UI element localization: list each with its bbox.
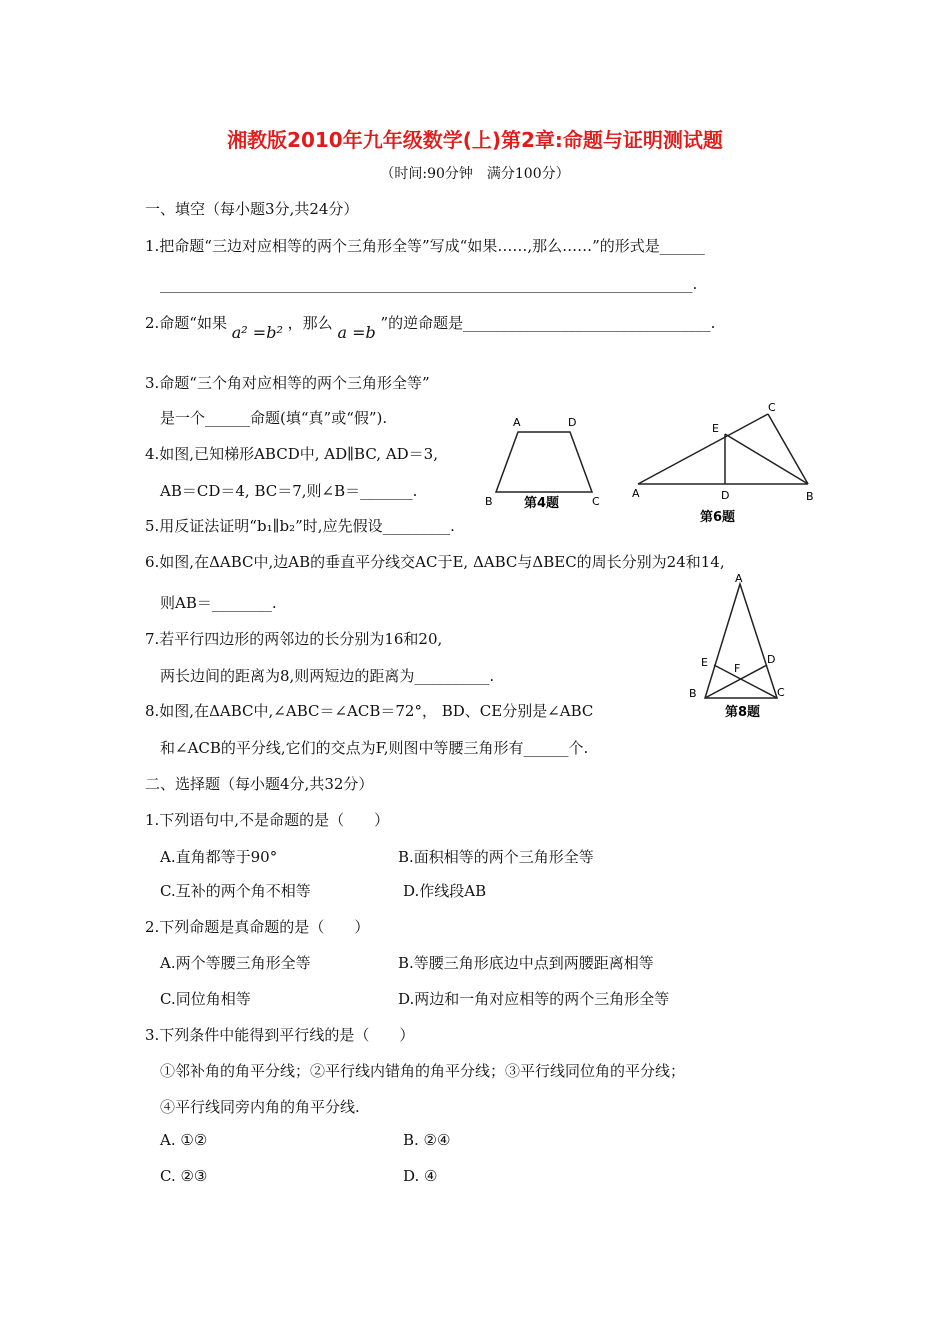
q3-line2: 是一个______命题(填“真”或“假”). bbox=[160, 409, 388, 427]
q4-line1: 4.如图,已知梯形ABCD中, AD∥BC, AD＝3, bbox=[145, 445, 438, 463]
mc-q2-option-a: A.两个等腰三角形全等 bbox=[160, 954, 311, 972]
fig4-label-d: D bbox=[568, 416, 577, 429]
fig8-label-d: D bbox=[767, 653, 776, 666]
q2-equation-1: a² =b² bbox=[231, 323, 283, 342]
mc-q2-option-d: D.两边和一角对应相等的两个三角形全等 bbox=[398, 990, 670, 1008]
mc-q3-option-b: B. ②④ bbox=[403, 1131, 451, 1149]
section1-heading: 一、填空（每小题3分,共24分） bbox=[145, 200, 359, 218]
fig6-label-c: C bbox=[768, 401, 776, 414]
q8-line2: 和∠ACB的平分线,它们的交点为F,则图中等腰三角形有______个. bbox=[160, 739, 589, 757]
figure-4-trapezoid bbox=[480, 410, 610, 515]
q6-line1: 6.如图,在ΔABC中,边AB的垂直平分线交AC于E, ΔABC与ΔBEC的周长分别为24和14, bbox=[145, 553, 725, 571]
fig6-label-a: A bbox=[632, 487, 640, 500]
page-subtitle: （时间:90分钟 满分100分） bbox=[380, 166, 570, 182]
mc-q1: 1.下列语句中,不是命题的是（ ） bbox=[145, 811, 390, 829]
fig4-label-a: A bbox=[513, 416, 521, 429]
mc-q3-option-a: A. ①② bbox=[160, 1131, 208, 1149]
q2-equation-2: a =b bbox=[337, 323, 376, 342]
q2-line bbox=[145, 312, 716, 342]
q7-line1: 7.若平行四边形的两邻边的长分别为16和20, bbox=[145, 630, 443, 648]
mc-q3: 3.下列条件中能得到平行线的是（ ） bbox=[145, 1026, 415, 1044]
fig6-caption: 第6题 bbox=[700, 510, 736, 525]
fig8-caption: 第8题 bbox=[725, 705, 761, 720]
fig4-label-c: C bbox=[592, 495, 600, 508]
q1-line2: _______________________________________________________________________. bbox=[160, 275, 698, 293]
fig6-label-e: E bbox=[712, 422, 719, 435]
page-title: 湘教版2010年九年级数学(上)第2章:命题与证明测试题 bbox=[227, 128, 723, 152]
q2-suffix: ”的逆命题是_________________________________. bbox=[380, 314, 716, 332]
q5: 5.用反证法证明“b₁∥b₂”时,应先假设_________. bbox=[145, 517, 455, 535]
fig4-label-b: B bbox=[485, 495, 493, 508]
fig6-label-b: B bbox=[806, 490, 814, 503]
mc-q1-option-c: C.互补的两个角不相等 bbox=[160, 882, 311, 900]
q4-line2: AB＝CD＝4, BC＝7,则∠B＝_______. bbox=[160, 482, 418, 500]
mc-q3-option-d: D. ④ bbox=[403, 1167, 438, 1185]
fig6-label-d: D bbox=[721, 489, 730, 502]
q6-line2: 则AB＝________. bbox=[160, 594, 277, 612]
mc-q3-options-line2: ④平行线同旁内角的角平分线. bbox=[160, 1098, 360, 1116]
q2-mid: ，那么 bbox=[287, 314, 333, 332]
q2-prefix: 2.命题“如果 bbox=[145, 314, 227, 332]
mc-q1-option-b: B.面积相等的两个三角形全等 bbox=[398, 848, 594, 866]
q3-line1: 3.命题“三个角对应相等的两个三角形全等” bbox=[145, 374, 430, 392]
q7-line2: 两长边间的距离为8,则两短边的距离为__________. bbox=[160, 667, 495, 685]
mc-q1-option-a: A.直角都等于90° bbox=[160, 848, 278, 866]
trapezoid-shape bbox=[496, 432, 592, 492]
fig8-label-e: E bbox=[701, 656, 708, 669]
fig8-label-b: B bbox=[689, 687, 697, 700]
mc-q2-option-b: B.等腰三角形底边中点到两腰距离相等 bbox=[398, 954, 654, 972]
mc-q2-option-c: C.同位角相等 bbox=[160, 990, 251, 1008]
figure-6-triangle bbox=[628, 398, 828, 528]
fig8-label-c: C bbox=[777, 686, 785, 699]
fig4-caption: 第4题 bbox=[524, 496, 560, 511]
q1-line1: 1.把命题“三边对应相等的两个三角形全等”写成“如果……,那么……”的形式是______ bbox=[145, 237, 705, 255]
figure-8-triangle bbox=[685, 570, 805, 725]
fig8-label-f: F bbox=[734, 662, 741, 675]
fig8-label-a: A bbox=[735, 572, 743, 585]
mc-q3-options-line1: ①邻补角的角平分线；②平行线内错角的角平分线；③平行线同位角的平分线； bbox=[160, 1062, 686, 1080]
mc-q3-option-c: C. ②③ bbox=[160, 1167, 208, 1185]
section2-heading: 二、选择题（每小题4分,共32分） bbox=[145, 775, 374, 793]
mc-q2: 2.下列命题是真命题的是（ ） bbox=[145, 918, 370, 936]
mc-q1-option-d: D.作线段AB bbox=[403, 882, 487, 900]
q8-line1: 8.如图,在ΔABC中,∠ABC＝∠ACB＝72°， BD、CE分别是∠ABC bbox=[145, 702, 594, 720]
